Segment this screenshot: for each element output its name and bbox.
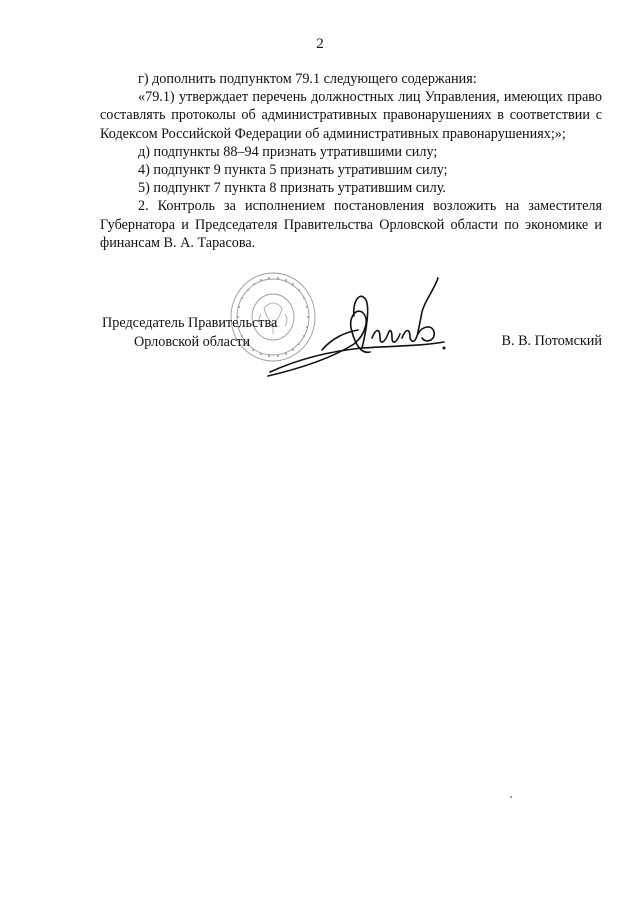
paragraph-2-control: 2. Контроль за исполнением постановления возложить на заместителя Губернатора и Председателя Правительства Орловской области по экономике и финансам В. А. Тарасова. xyxy=(100,198,602,251)
page-number: 2 xyxy=(316,36,324,52)
signatory-name: В. В. Потомский xyxy=(501,333,602,349)
signatory-position xyxy=(102,314,277,352)
paragraph-d: д) подпункты 88–94 признать утратившими силу; xyxy=(138,143,438,160)
handwritten-signature-icon xyxy=(262,272,452,380)
paragraph-4: 4) подпункт 9 пункта 5 признать утратившим силу; xyxy=(138,162,448,179)
signatory-position-line1: Председатель Правительства xyxy=(102,315,278,331)
paragraph-5: 5) подпункт 7 пункта 8 признать утратившим силу. xyxy=(138,180,446,197)
paragraph-79-1: «79.1) утверждает перечень должностных лиц Управления, имеющих право составлять протоколы об административных правонарушениях в соответствии с Кодексом Российской Федерации об административных правонарушениях;»; xyxy=(100,89,602,142)
scan-speck xyxy=(510,796,512,798)
paragraph-g: г) дополнить подпунктом 79.1 следующего содержания: xyxy=(138,71,477,87)
document-body xyxy=(100,70,602,252)
signatory-position-line2: Орловской области xyxy=(134,334,251,350)
